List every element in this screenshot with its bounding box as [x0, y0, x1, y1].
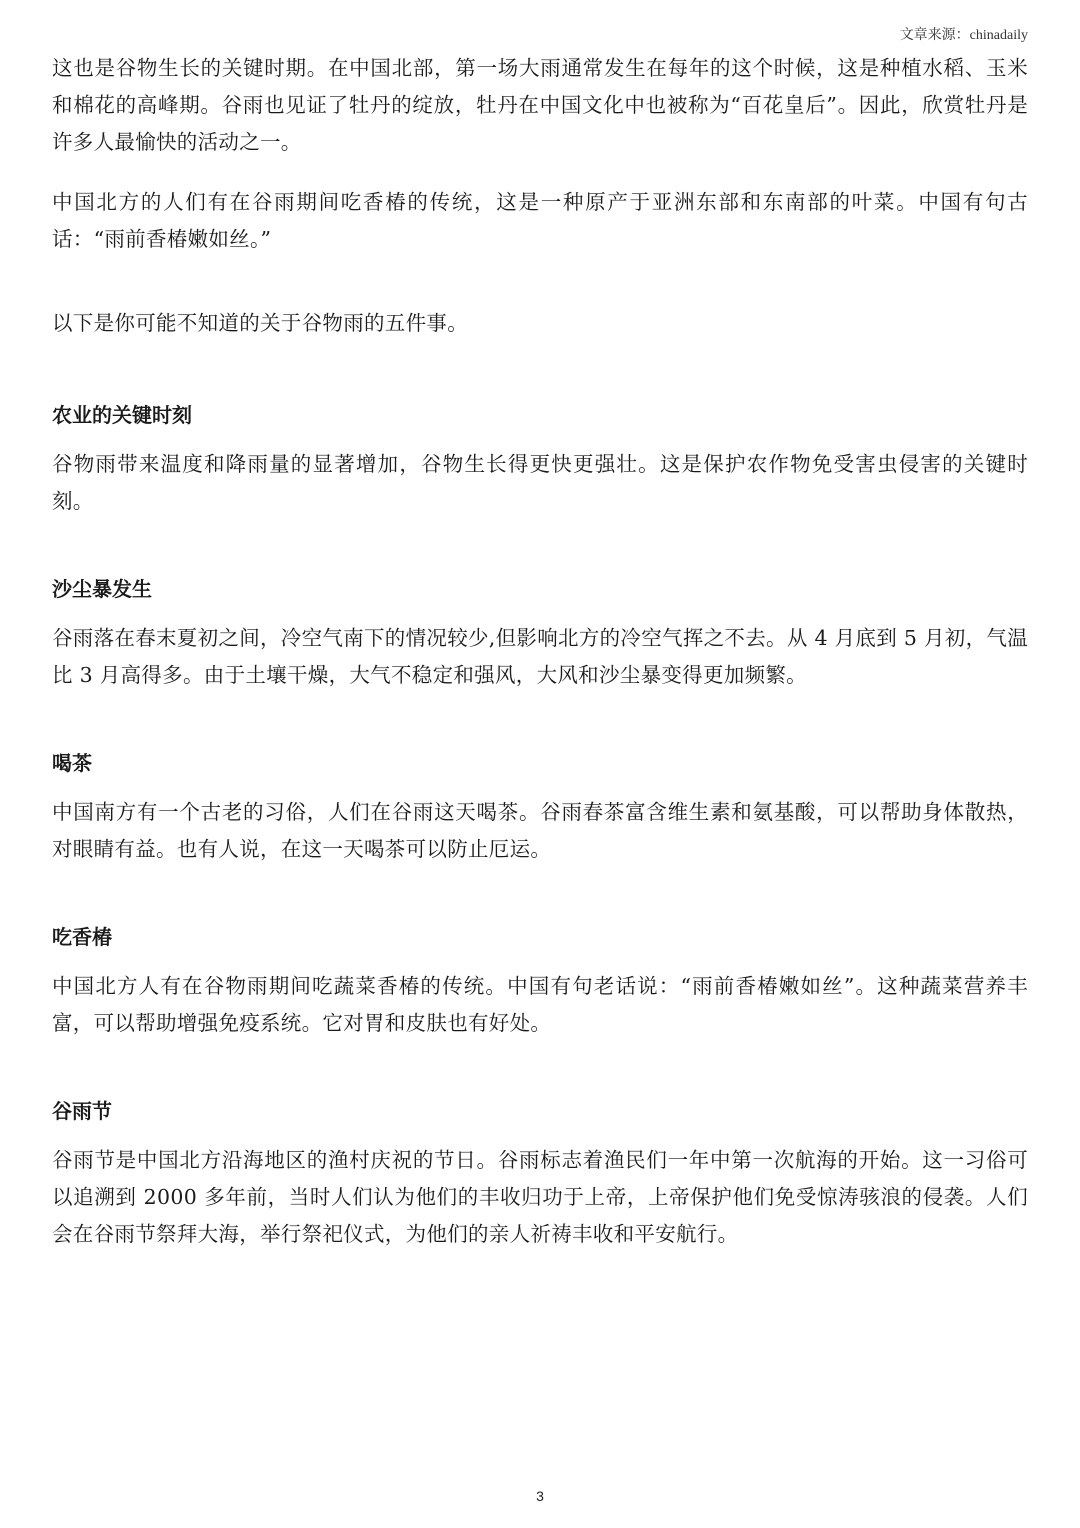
section-title: 农业的关键时刻	[52, 403, 192, 427]
section-tea	[52, 748, 1028, 868]
section-body: 谷雨落在春末夏初之间，冷空气南下的情况较少,但影响北方的冷空气挥之不去。从 4 月底到 5 月初，气温比 3 月高得多。由于土壤干燥，大气不稳定和强风，大风和沙尘暴变得更加频繁。	[52, 626, 1028, 687]
section-title: 谷雨节	[52, 1099, 112, 1123]
article-source: 文章来源：chinadaily	[899, 28, 1028, 43]
section-festival	[52, 1096, 1028, 1253]
section-toona	[52, 922, 1028, 1042]
section-title: 吃香椿	[52, 925, 112, 949]
paragraph-toona-custom: 中国北方的人们有在谷雨期间吃香椿的传统，这是一种原产于亚洲东部和东南部的叶菜。中国有句古话：“雨前香椿嫩如丝。”	[52, 190, 1028, 251]
section-title: 喝茶	[52, 751, 92, 775]
section-title: 沙尘暴发生	[52, 577, 152, 601]
section-agriculture	[52, 400, 1028, 520]
section-body: 中国北方人有在谷物雨期间吃蔬菜香椿的传统。中国有句老话说：“雨前香椿嫩如丝”。这种蔬菜营养丰富，可以帮助增强免疫系统。它对胃和皮肤也有好处。	[52, 974, 1028, 1035]
section-body: 谷雨节是中国北方沿海地区的渔村庆祝的节日。谷雨标志着渔民们一年中第一次航海的开始。这一习俗可以追溯到 2000 多年前，当时人们认为他们的丰收归功于上帝，上帝保护他们免受惊涛骇浪的侵袭。人们会在谷雨节祭拜大海，举行祭祀仪式，为他们的亲人祈祷丰收和平安航行。	[52, 1148, 1028, 1246]
paragraph-intro: 以下是你可能不知道的关于谷物雨的五件事。	[52, 311, 468, 335]
section-body: 中国南方有一个古老的习俗，人们在谷雨这天喝茶。谷雨春茶富含维生素和氨基酸，可以帮助身体散热，对眼睛有益。也有人说，在这一天喝茶可以防止厄运。	[52, 800, 1028, 861]
paragraph-grain-period: 这也是谷物生长的关键时期。在中国北部，第一场大雨通常发生在每年的这个时候，这是种植水稻、玉米和棉花的高峰期。谷雨也见证了牡丹的绽放，牡丹在中国文化中也被称为“百花皇后”。因此，欣赏牡丹是许多人最愉快的活动之一。	[52, 56, 1028, 154]
section-body: 谷物雨带来温度和降雨量的显著增加，谷物生长得更快更强壮。这是保护农作物免受害虫侵害的关键时刻。	[52, 452, 1028, 513]
section-sandstorm	[52, 574, 1028, 694]
page-number: 3	[536, 1488, 544, 1504]
document-body	[52, 50, 1028, 1307]
